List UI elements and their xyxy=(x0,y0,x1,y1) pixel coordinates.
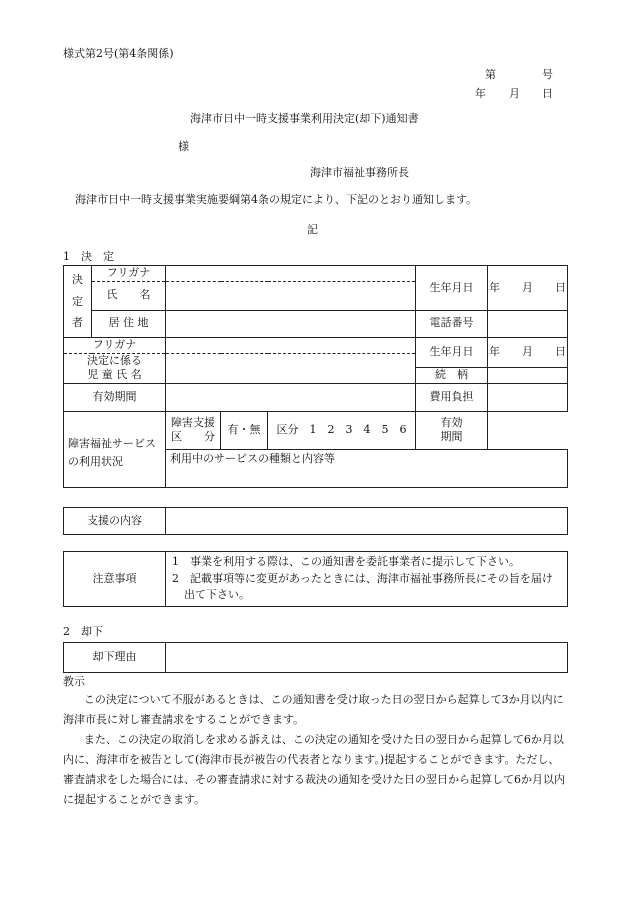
support-content-field[interactable] xyxy=(166,508,568,535)
intro-text: 海津市日中一時支援事業実施要綱第4条の規定により、下記のとおり通知します。 xyxy=(75,193,478,206)
rejection-table xyxy=(63,642,568,673)
phone-field[interactable] xyxy=(488,310,568,337)
service-detail-field[interactable] xyxy=(166,449,568,487)
section2-title: 2 却下 xyxy=(63,625,103,638)
birthdate-field[interactable] xyxy=(488,266,568,311)
child-birthdate-label: 生年月日 xyxy=(416,337,488,367)
furigana-label: フリガナ xyxy=(92,266,166,282)
valid-period-field[interactable] xyxy=(166,383,416,411)
addressee-suffix: 様 xyxy=(178,140,189,153)
child-furigana-field[interactable] xyxy=(166,337,416,353)
issue-date-month: 月 xyxy=(509,87,520,100)
rejection-reason-field[interactable] xyxy=(166,643,568,673)
cost-label: 費用負担 xyxy=(416,383,488,411)
child-name-label: 決定に係る 児 童 氏 名 xyxy=(64,353,166,383)
kyoji-paragraph: また、この決定の取消しを求める訴えは、この決定の通知を受けた日の翌日から起算して6か月以内に、海津市を被告として(海津市長が被告の代表者となります。)提起することができます。ただし、審査請求をした場合には、その審査請求に対する裁決の通知を受けた日の翌日から起算して6か月以内に提起することができます。 xyxy=(63,733,565,806)
kyoji-paragraph: この決定について不服があるときは、この通知書を受け取った日の翌日から起算して3か月以内に海津市長に対し審査請求をすることができます。 xyxy=(63,693,564,726)
valid-period-label: 有効期間 xyxy=(64,383,166,411)
validity-blank xyxy=(488,411,568,449)
kyoji-title: 教示 xyxy=(63,675,85,688)
decision-table xyxy=(63,265,568,488)
support-content-label: 支援の内容 xyxy=(64,508,166,535)
support-content-table xyxy=(63,507,568,535)
birthdate-day: 日 xyxy=(555,280,567,294)
birthdate-year: 年 xyxy=(489,280,501,294)
child-birthdate-day: 日 xyxy=(555,344,567,358)
document-title: 海津市日中一時支援事業利用決定(却下)通知書 xyxy=(190,112,419,125)
address-field[interactable] xyxy=(166,310,416,337)
note-item: 2 記載事項等に変更があったときには、海津市福祉事務所長にその旨を届け出て下さい。 xyxy=(172,571,553,602)
child-birthdate-month: 月 xyxy=(522,344,534,358)
section1-title: 1 決 定 xyxy=(63,250,114,263)
disability-class-label: 障害支援 区 分 xyxy=(166,411,221,449)
service-status-label: 障害福祉サービスの利用状況 xyxy=(64,411,166,487)
furigana-field[interactable] xyxy=(166,266,416,282)
document-number-suffix: 号 xyxy=(542,68,553,81)
sender-name: 海津市福祉事務所長 xyxy=(310,166,409,179)
notes-table xyxy=(63,551,568,607)
birthdate-month: 月 xyxy=(522,280,534,294)
document-number-prefix: 第 xyxy=(485,68,496,81)
service-detail-label: 利用中のサービスの種類と内容等 xyxy=(170,451,335,465)
note-item: 1 事業を利用する際は、この通知書を委託事業者に提示して下さい。 xyxy=(172,555,520,569)
kyoji-body xyxy=(63,690,567,810)
notes-content xyxy=(166,552,568,607)
name-label: 氏 名 xyxy=(92,281,166,310)
yes-no-option[interactable]: 有・無 xyxy=(221,411,268,449)
child-birthdate-year: 年 xyxy=(489,344,501,358)
child-name-field[interactable] xyxy=(166,353,416,383)
name-field[interactable] xyxy=(166,281,416,310)
ki-heading: 記 xyxy=(307,223,318,236)
child-birthdate-field[interactable] xyxy=(488,337,568,367)
child-furigana-label: フリガナ xyxy=(64,337,166,353)
address-label: 居 住 地 xyxy=(92,310,166,337)
issue-date-year: 年 xyxy=(475,87,486,100)
validity-label: 有効 期間 xyxy=(416,411,488,449)
issue-date-day: 日 xyxy=(542,87,553,100)
relation-label: 続 柄 xyxy=(416,367,488,383)
recipient-label: 決 定 者 xyxy=(64,266,92,338)
birthdate-label: 生年月日 xyxy=(416,266,488,311)
form-number: 様式第2号(第4条関係) xyxy=(63,47,174,60)
rejection-reason-label: 却下理由 xyxy=(64,643,166,673)
relation-field[interactable] xyxy=(488,367,568,383)
phone-label: 電話番号 xyxy=(416,310,488,337)
notes-label: 注意事項 xyxy=(64,552,166,607)
cost-field[interactable] xyxy=(488,383,568,411)
class-values[interactable]: 区分 1 2 3 4 5 6 xyxy=(268,411,416,449)
